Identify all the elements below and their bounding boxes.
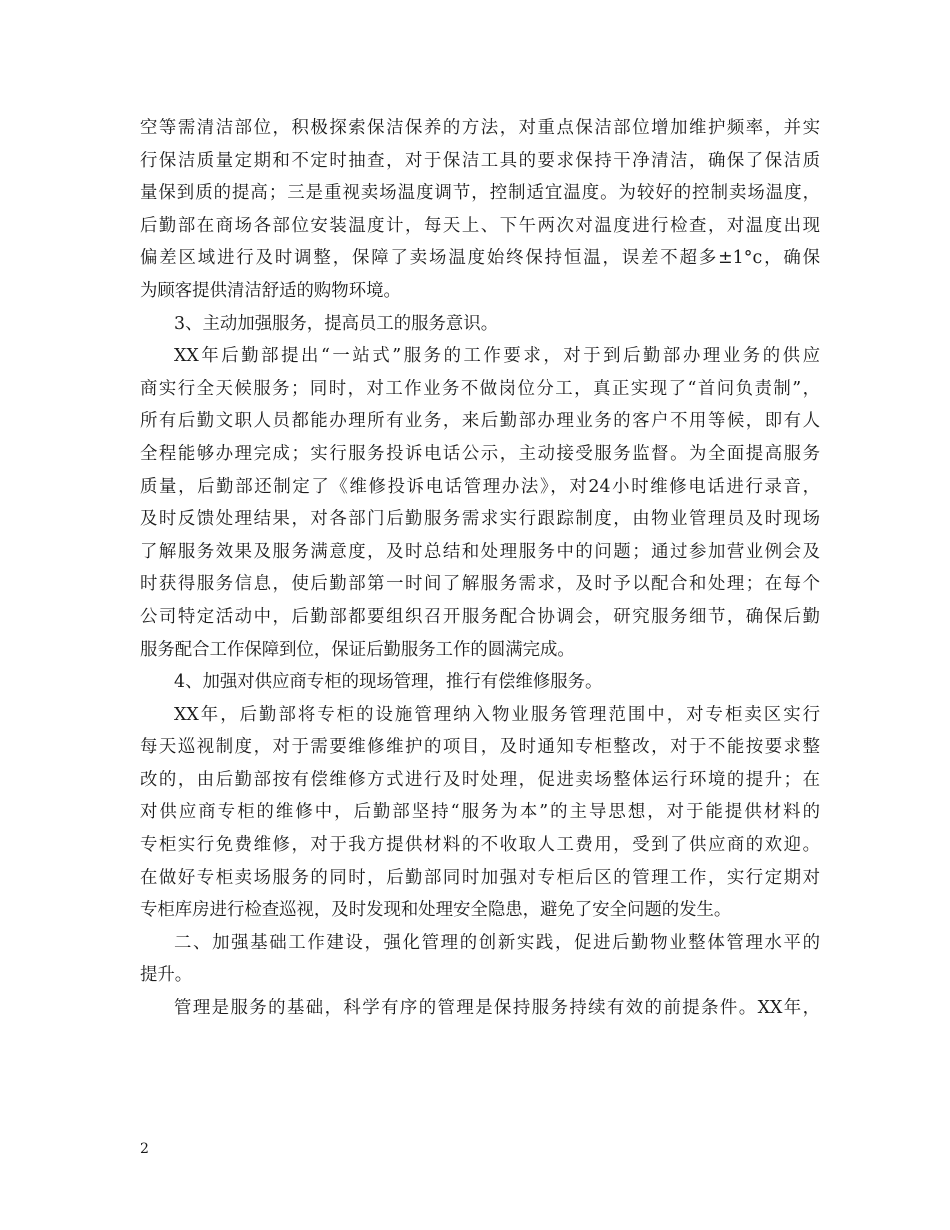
text-line: 服务配合工作保障到位，保证后勤服务工作的圆满完成。 bbox=[140, 639, 575, 660]
section-heading: 4、加强对供应商专柜的现场管理，推行有偿维修服务。 bbox=[174, 672, 603, 693]
text-line: 时获得服务信息，使后勤部第一时间了解服务需求，及时予以配合和处理；在每个 bbox=[140, 574, 820, 595]
text-line: 专柜实行免费维修，对于我方提供材料的不收取人工费用，受到了供应商的欢迎。 bbox=[140, 835, 820, 856]
text-line: XX年后勤部提出“一站式”服务的工作要求，对于到后勤部办理业务的供应 bbox=[174, 346, 820, 367]
text-line: 管理是服务的基础，科学有序的管理是保持服务持续有效的前提条件。XX年， bbox=[174, 998, 820, 1019]
document-body bbox=[140, 112, 820, 1025]
text-line: XX年，后勤部将专柜的设施管理纳入物业服务管理范围中，对专柜卖区实行 bbox=[174, 704, 820, 725]
text-line: 行保洁质量定期和不定时抽查，对于保洁工具的要求保持干净清洁，确保了保洁质 bbox=[140, 150, 820, 171]
text-line: 改的，由后勤部按有偿维修方式进行及时处理，促进卖场整体运行环境的提升；在 bbox=[140, 769, 820, 790]
text-line: 在做好专柜卖场服务的同时，后勤部同时加强对专柜后区的管理工作，实行定期对 bbox=[140, 867, 820, 888]
section-heading-continuation: 提升。 bbox=[140, 965, 193, 986]
text-line: 量保到质的提高；三是重视卖场温度调节，控制适宜温度。为较好的控制卖场温度， bbox=[140, 183, 820, 204]
text-line: 全程能够办理完成；实行服务投诉电话公示，主动接受服务监督。为全面提高服务 bbox=[140, 443, 820, 464]
text-line: 商实行全天候服务；同时，对工作业务不做岗位分工，真正实现了“首问负责制”， bbox=[140, 378, 820, 399]
text-line: 对供应商专柜的维修中，后勤部坚持“服务为本”的主导思想，对于能提供材料的 bbox=[140, 802, 820, 823]
text-line: 专柜库房进行检查巡视，及时发现和处理安全隐患，避免了安全问题的发生。 bbox=[140, 900, 732, 921]
page-number: 2 bbox=[140, 1141, 149, 1157]
text-line: 偏差区域进行及时调整，保障了卖场温度始终保持恒温，误差不超多±1°c，确保 bbox=[140, 248, 820, 269]
section-heading: 二、加强基础工作建设，强化管理的创新实践，促进后勤物业整体管理水平的 bbox=[174, 932, 820, 953]
text-line: 空等需清洁部位，积极探索保洁保养的方法，对重点保洁部位增加维护频率，并实 bbox=[140, 118, 820, 138]
text-line: 及时反馈处理结果，对各部门后勤服务需求实行跟踪制度，由物业管理员及时现场 bbox=[140, 509, 820, 530]
text-line: 了解服务效果及服务满意度，及时总结和处理服务中的问题；通过参加营业例会及 bbox=[140, 541, 820, 562]
text-line: 为顾客提供清洁舒适的购物环境。 bbox=[140, 280, 401, 301]
text-line: 每天巡视制度，对于需要维修维护的项目，及时通知专柜整改，对于不能按要求整 bbox=[140, 737, 820, 758]
text-line: 后勤部在商场各部位安装温度计，每天上、下午两次对温度进行检查，对温度出现 bbox=[140, 215, 820, 236]
text-line: 所有后勤文职人员都能办理所有业务，来后勤部办理业务的客户不用等候，即有人 bbox=[140, 411, 820, 432]
section-heading: 3、主动加强服务，提高员工的服务意识。 bbox=[174, 313, 499, 334]
text-line: 公司特定活动中，后勤部都要组织召开服务配合协调会，研究服务细节，确保后勤 bbox=[140, 606, 820, 627]
text-line: 质量，后勤部还制定了《维修投诉电话管理办法》，对24小时维修电话进行录音， bbox=[140, 476, 820, 497]
